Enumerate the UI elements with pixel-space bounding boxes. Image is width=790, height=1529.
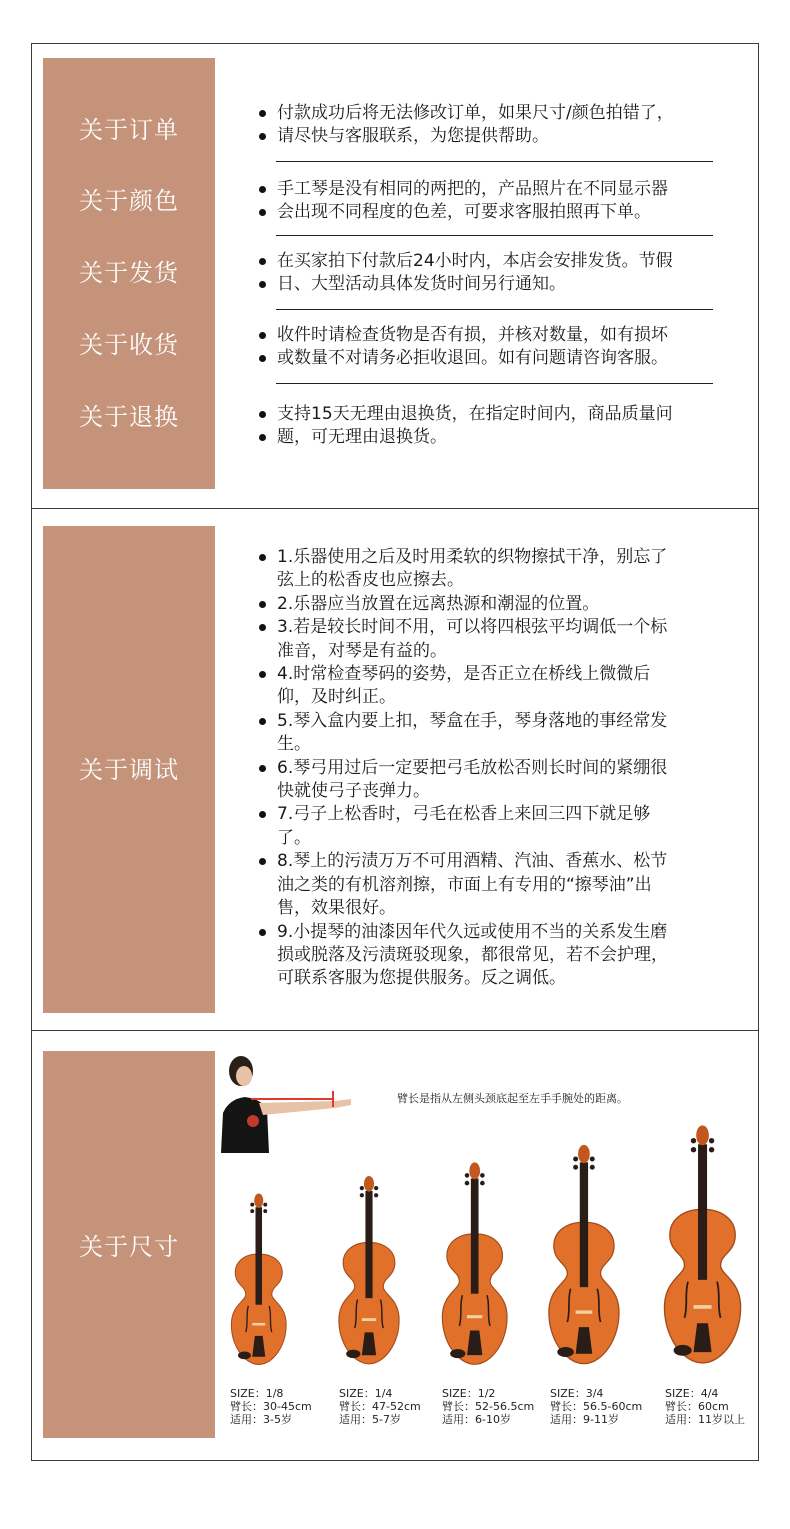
care-item: 5.琴入盒内要上扣，琴盒在手，琴身落地的事经常发 生。: [257, 710, 668, 757]
policy-shipping-line: 日、大型活动具体发货时间另行通知。: [257, 273, 673, 296]
violin-caption-size: SIZE：3/4: [550, 1387, 604, 1400]
divider: [276, 309, 713, 310]
policy-color-line: 手工琴是没有相同的两把的，产品照片在不同显示器: [257, 178, 668, 201]
violin-caption: [550, 1387, 642, 1426]
policy-color-line: 会出现不同程度的色差，可要求客服拍照再下单。: [257, 201, 668, 224]
size-sidebar: [43, 1051, 215, 1438]
violin-caption-age: 适用：11岁以上: [665, 1413, 745, 1426]
violin-caption-age: 适用：5-7岁: [339, 1413, 401, 1426]
care-section: [31, 508, 759, 1031]
violin-image: [226, 1189, 292, 1371]
violin-caption-size: SIZE：1/2: [442, 1387, 496, 1400]
care-item: 1.乐器使用之后及时用柔软的织物擦拭干净，别忘了 弦上的松香皮也应擦去。: [257, 546, 668, 593]
policy-return: [257, 403, 673, 449]
violin-caption: [230, 1387, 312, 1426]
violin-caption-arm: 臂长：52-56.5cm: [442, 1400, 535, 1413]
violin-caption-arm: 臂长：56.5-60cm: [550, 1400, 643, 1413]
label-order: 关于订单: [79, 116, 179, 144]
policy-return-line: 支持15天无理由退换货，在指定时间内，商品质量问: [257, 403, 673, 426]
care-sidebar: [43, 526, 215, 1013]
policy-color: [257, 178, 668, 224]
policy-order: [257, 102, 674, 148]
care-item: 4.时常检查琴码的姿势，是否正立在桥线上微微后 仰，及时纠正。: [257, 663, 668, 710]
care-item: 6.琴弓用过后一定要把弓毛放松否则长时间的紧绷很 快就使弓子丧弹力。: [257, 757, 668, 804]
policy-shipping: [257, 250, 673, 296]
policy-section: [31, 43, 759, 509]
policy-receiving-line: 收件时请检查货物是否有损，并核对数量，如有损坏: [257, 324, 668, 347]
care-list: [257, 546, 668, 991]
divider: [276, 161, 713, 162]
label-color: 关于颜色: [79, 187, 179, 215]
policy-shipping-line: 在买家拍下付款后24小时内，本店会安排发货。节假: [257, 250, 673, 273]
violin-caption-size: SIZE：4/4: [665, 1387, 719, 1400]
violin-caption-size: SIZE：1/4: [339, 1387, 393, 1400]
divider: [276, 235, 713, 236]
care-item: 7.弓子上松香时，弓毛在松香上来回三四下就足够 了。: [257, 803, 668, 850]
label-shipping: 关于发货: [79, 259, 179, 287]
violin-caption-arm: 臂长：47-52cm: [339, 1400, 421, 1413]
policy-receiving-line: 或数量不对请务必拒收退回。如有问题请咨询客服。: [257, 347, 668, 370]
label-receiving: 关于收货: [79, 331, 179, 359]
violin-caption-arm: 臂长：30-45cm: [230, 1400, 312, 1413]
policy-order-line: 请尽快与客服联系，为您提供帮助。: [257, 125, 674, 148]
care-item: 8.琴上的污渍万万不可用酒精、汽油、香蕉水、松节 油之类的有机溶剂擦，市面上有专用的“擦琴油”出 售，效果很好。: [257, 850, 668, 920]
violin-caption-age: 适用：6-10岁: [442, 1413, 511, 1426]
size-section: [31, 1030, 759, 1461]
policy-return-line: 题，可无理由退换货。: [257, 426, 673, 449]
label-size: 关于尺寸: [79, 1233, 179, 1261]
policy-receiving: [257, 324, 668, 370]
violin-image: [333, 1171, 405, 1371]
violin-caption: [339, 1387, 421, 1426]
care-item: 2.乐器应当放置在远离热源和潮湿的位置。: [257, 593, 668, 616]
violin-image: [542, 1139, 626, 1372]
label-return: 关于退换: [79, 403, 179, 431]
arm-length-note: 臂长是指从左侧头颈底起至左手手腕处的距离。: [397, 1092, 628, 1105]
violin-caption-age: 适用：9-11岁: [550, 1413, 619, 1426]
label-adjust: 关于调试: [79, 756, 179, 784]
divider: [276, 383, 713, 384]
violin-caption-age: 适用：3-5岁: [230, 1413, 292, 1426]
policy-order-line: 付款成功后将无法修改订单，如果尺寸/颜色拍错了，: [257, 102, 674, 125]
violin-caption-size: SIZE：1/8: [230, 1387, 284, 1400]
violin-image: [657, 1119, 748, 1372]
violin-image: [436, 1157, 513, 1372]
care-item: 3.若是较长时间不用，可以将四根弦平均调低一个标 准音，对琴是有益的。: [257, 616, 668, 663]
violin-caption-arm: 臂长：60cm: [665, 1400, 729, 1413]
arm-measure-illustration: [215, 1051, 365, 1153]
violin-caption: [665, 1387, 745, 1426]
care-item: 9.小提琴的油漆因年代久远或使用不当的关系发生磨 损或脱落及污渍斑驳现象，都很常见，若不会护理， 可联系客服为您提供服务。反之调低。: [257, 921, 668, 991]
violin-caption: [442, 1387, 534, 1426]
policy-sidebar: [43, 58, 215, 489]
